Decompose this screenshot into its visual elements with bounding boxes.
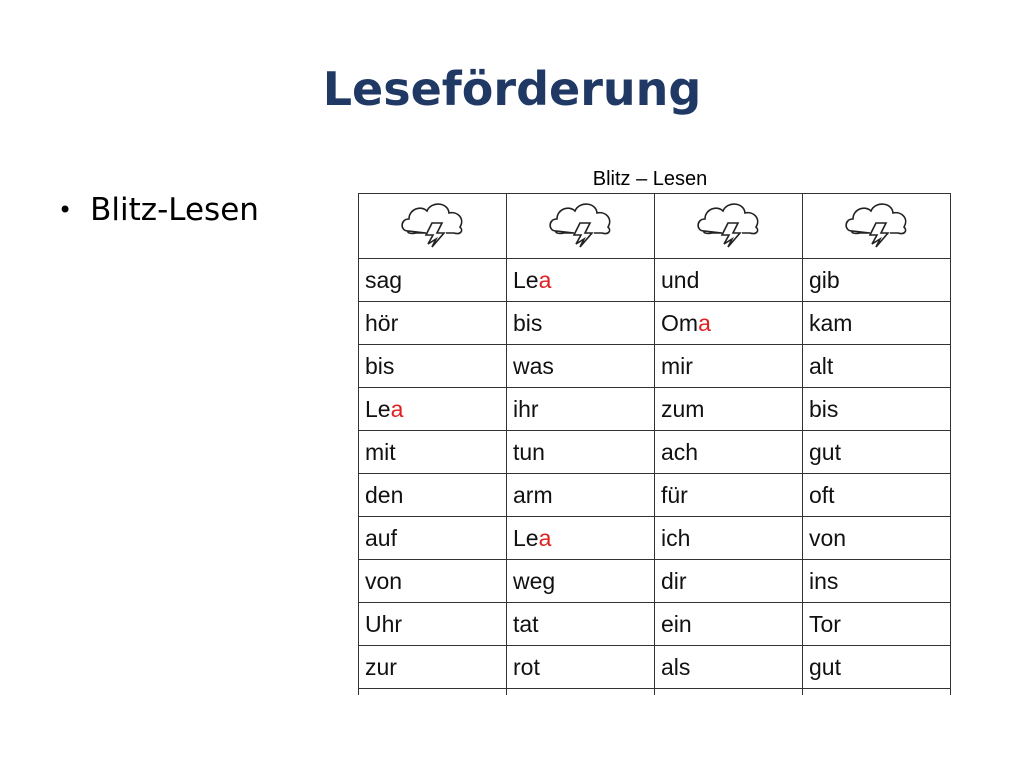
empty-cell [359, 689, 507, 696]
cloud-lightning-icon [694, 197, 764, 255]
icon-cell [655, 194, 803, 259]
word-text: von [365, 567, 403, 594]
word-cell [803, 560, 951, 603]
word-table [358, 193, 951, 695]
table-row [359, 345, 951, 388]
bullet-text: Blitz-Lesen [90, 192, 259, 228]
word-text: Le [513, 524, 539, 551]
icon-row [359, 194, 951, 259]
table-row [359, 259, 951, 302]
word-cell [359, 431, 507, 474]
word-cell [803, 474, 951, 517]
icon-cell [359, 194, 507, 259]
highlighted-letter: a [390, 395, 404, 422]
word-text: auf [365, 524, 397, 551]
word-text: zur [365, 653, 397, 680]
word-text: mir [661, 352, 693, 379]
word-cell [655, 388, 803, 431]
word-cell [359, 474, 507, 517]
cloud-lightning-icon [398, 197, 468, 255]
word-cell [803, 345, 951, 388]
word-text: alt [809, 352, 834, 379]
word-cell [655, 302, 803, 345]
word-text: als [661, 653, 691, 680]
table-row [359, 474, 951, 517]
word-text: dir [661, 567, 687, 594]
word-text: kam [809, 309, 853, 336]
word-cell [655, 431, 803, 474]
table-row [359, 388, 951, 431]
table-row [359, 646, 951, 689]
word-text: hör [365, 309, 399, 336]
highlighted-letter: a [538, 524, 552, 551]
word-cell [359, 302, 507, 345]
empty-cell [655, 689, 803, 696]
word-text: Le [513, 266, 539, 293]
word-cell [655, 603, 803, 646]
word-cell [359, 646, 507, 689]
word-text: tat [513, 610, 539, 637]
word-cell [803, 259, 951, 302]
word-cell [359, 603, 507, 646]
slide-title: Leseförderung [322, 62, 702, 116]
word-cell [507, 646, 655, 689]
word-text: ich [661, 524, 691, 551]
word-cell [655, 560, 803, 603]
word-cell [507, 431, 655, 474]
word-cell [655, 345, 803, 388]
word-text: ein [661, 610, 692, 637]
word-text: ach [661, 438, 699, 465]
word-cell [803, 646, 951, 689]
word-text: gut [809, 438, 841, 465]
word-text: arm [513, 481, 553, 508]
word-cell [359, 388, 507, 431]
word-text: oft [809, 481, 835, 508]
word-cell [655, 646, 803, 689]
word-cell [359, 560, 507, 603]
word-cell [359, 517, 507, 560]
table-row [359, 517, 951, 560]
word-text: ins [809, 567, 839, 594]
word-cell [507, 302, 655, 345]
word-cell [359, 259, 507, 302]
empty-cell [507, 689, 655, 696]
word-cell [803, 388, 951, 431]
word-cell [803, 302, 951, 345]
word-cell [803, 603, 951, 646]
table-row [359, 302, 951, 345]
word-text: zum [661, 395, 705, 422]
word-text: für [661, 481, 688, 508]
table-row-cutoff [359, 689, 951, 696]
word-cell [655, 259, 803, 302]
word-text: weg [513, 567, 556, 594]
word-text: den [365, 481, 404, 508]
table-row [359, 603, 951, 646]
word-text: bis [513, 309, 543, 336]
word-cell [803, 431, 951, 474]
highlighted-letter: a [538, 266, 552, 293]
word-text: bis [365, 352, 395, 379]
highlighted-letter: a [698, 309, 711, 336]
bullet-dot-icon: • [58, 196, 73, 224]
bullet-item [58, 192, 259, 228]
word-text: Om [661, 309, 699, 336]
icon-cell [803, 194, 951, 259]
table-row [359, 560, 951, 603]
word-cell [655, 474, 803, 517]
word-cell [507, 560, 655, 603]
word-cell [507, 259, 655, 302]
word-text: sag [365, 266, 403, 293]
bullet-list [58, 192, 259, 228]
cloud-lightning-icon [842, 197, 912, 255]
word-text: von [809, 524, 847, 551]
word-text: Uhr [365, 610, 403, 637]
word-cell [359, 345, 507, 388]
cloud-lightning-icon [546, 197, 616, 255]
word-cell [507, 345, 655, 388]
word-text: gib [809, 266, 840, 293]
word-text: Le [365, 395, 391, 422]
word-cell [803, 517, 951, 560]
word-cell [655, 517, 803, 560]
word-cell [507, 388, 655, 431]
worksheet-title: Blitz – Lesen [592, 168, 708, 190]
word-text: gut [809, 653, 841, 680]
word-text: Tor [809, 610, 841, 637]
icon-cell [507, 194, 655, 259]
word-cell [507, 517, 655, 560]
table-row [359, 431, 951, 474]
word-text: bis [809, 395, 839, 422]
empty-cell [803, 689, 951, 696]
word-text: rot [513, 653, 540, 680]
word-text: was [513, 352, 554, 379]
word-cell [507, 474, 655, 517]
word-text: und [661, 266, 700, 293]
word-cell [507, 603, 655, 646]
word-text: mit [365, 438, 396, 465]
word-text: tun [513, 438, 545, 465]
word-text: ihr [513, 395, 539, 422]
